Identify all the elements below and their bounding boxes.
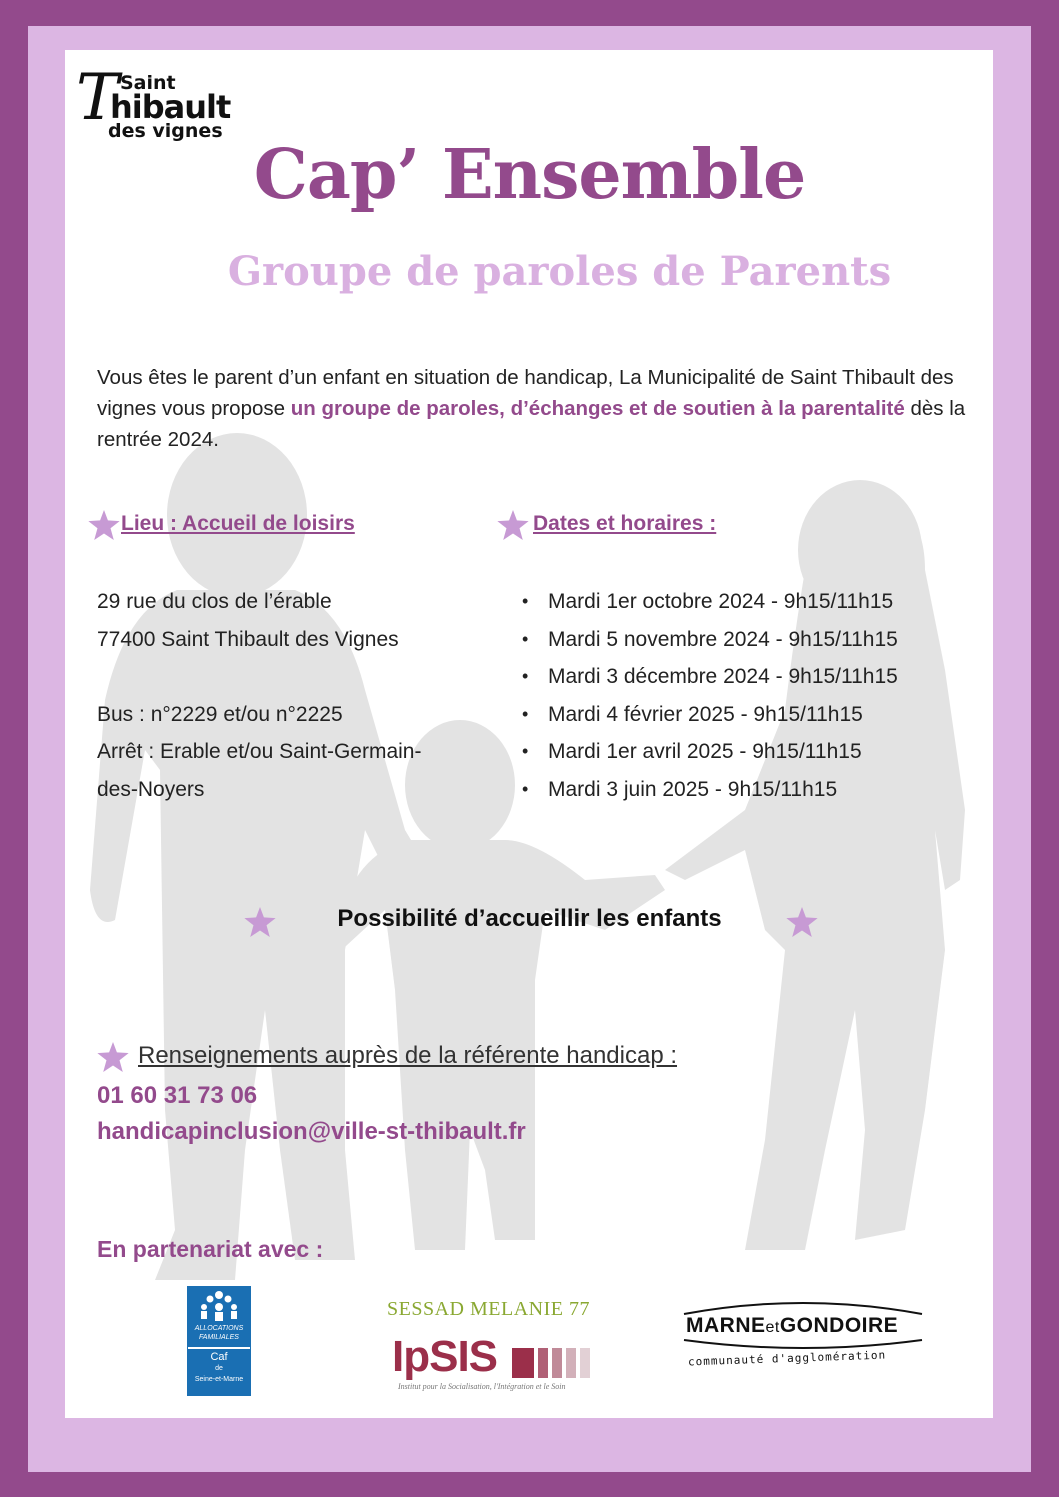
arret-line-2: des-Noyers xyxy=(97,777,205,801)
bus-info: Bus : n°2229 et/ou n°2225 xyxy=(97,702,343,726)
ipsis-bars-icon xyxy=(512,1344,596,1380)
list-item: • Mardi 3 décembre 2024 - 9h15/11h15 xyxy=(522,658,898,696)
address-line-2: 77400 Saint Thibault des Vignes xyxy=(97,627,399,651)
ipsis-logo-text: IpSIS xyxy=(392,1332,498,1381)
marne-et-text: et xyxy=(765,1319,780,1336)
caf-logo xyxy=(187,1286,251,1396)
caf-line1: ALLOCATIONS xyxy=(194,1325,244,1332)
contact-email[interactable]: handicapinclusion@ville-st-thibault.fr xyxy=(97,1118,526,1145)
star-icon xyxy=(88,510,120,540)
logo-saint-text: Saint xyxy=(120,72,176,94)
lieu-details xyxy=(97,583,421,809)
logo-thibault-text: hibault xyxy=(110,88,231,126)
intro-text-1: Vous êtes le parent d’un enfant en situation de handicap, La Municipalité de Saint Thibault des vignes vous propose xyxy=(97,366,954,420)
page-title: Cap’ Ensemble xyxy=(253,135,806,215)
marne-gondoire-logo xyxy=(686,1314,898,1338)
intro-text-2: dès la rentrée 2024. xyxy=(97,397,966,451)
partners-heading: En partenariat avec : xyxy=(97,1236,324,1262)
caf-line3: Caf xyxy=(210,1351,228,1363)
saint-thibault-logo xyxy=(72,61,232,146)
dates-heading: Dates et horaires : xyxy=(533,512,717,535)
caf-line4: de xyxy=(215,1365,223,1372)
caf-family-icon xyxy=(188,1287,250,1323)
logo-t-letter: T xyxy=(76,61,119,135)
address-line-1: 29 rue du clos de l’érable xyxy=(97,590,332,613)
logo-vignes-text: des vignes xyxy=(108,120,223,142)
star-icon xyxy=(97,1042,129,1072)
list-item: • Mardi 3 juin 2025 - 9h15/11h15 xyxy=(522,771,898,809)
marne-text: MARNE xyxy=(686,1314,766,1337)
list-item: • Mardi 5 novembre 2024 - 9h15/11h15 xyxy=(522,621,898,659)
arret-line-1: Arrêt : Erable et/ou Saint-Germain- xyxy=(97,740,422,764)
caf-line5: Seine-et-Marne xyxy=(194,1376,244,1383)
lieu-heading: Lieu : Accueil de loisirs xyxy=(121,512,355,535)
page-subtitle: Groupe de paroles de Parents xyxy=(227,248,892,295)
sessad-label: SESSAD MELANIE 77 xyxy=(387,1298,590,1320)
children-welcome-text: Possibilité d’accueillir les enfants xyxy=(337,905,722,932)
list-item: • Mardi 4 février 2025 - 9h15/11h15 xyxy=(522,696,898,734)
list-item: • Mardi 1er octobre 2024 - 9h15/11h15 xyxy=(522,583,898,621)
caf-line2: FAMILIALES xyxy=(199,1334,239,1341)
contact-phone[interactable]: 01 60 31 73 06 xyxy=(97,1082,258,1109)
star-icon xyxy=(786,907,818,937)
gondoire-text: GONDOIRE xyxy=(779,1314,899,1337)
contact-heading: Renseignements auprès de la référente handicap : xyxy=(138,1042,678,1069)
marne-tagline: communauté d'agglomération xyxy=(687,1348,887,1369)
star-icon xyxy=(497,510,529,540)
list-item: • Mardi 1er avril 2025 - 9h15/11h15 xyxy=(522,733,898,771)
contact-details xyxy=(97,1078,526,1150)
dates-list xyxy=(522,583,898,809)
intro-paragraph xyxy=(97,362,977,455)
marne-underline-icon xyxy=(680,1338,926,1352)
ipsis-tagline: Institut pour la Socialisation, l'Intégration et le Soin xyxy=(398,1382,566,1391)
intro-highlight: un groupe de paroles, d’échanges et de soutien à la parentalité xyxy=(290,397,905,420)
